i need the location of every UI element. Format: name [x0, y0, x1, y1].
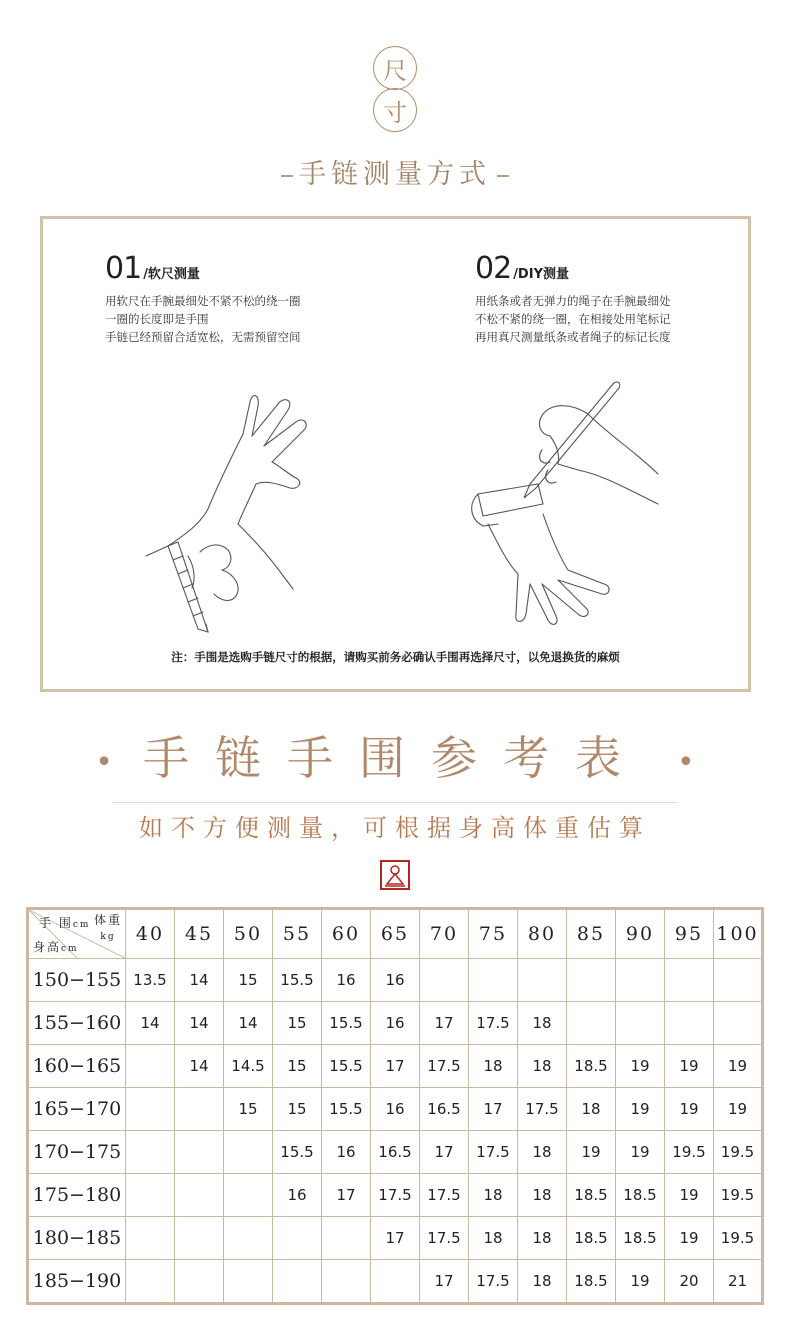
wrist-size-cell: 15.5 [322, 1088, 371, 1131]
wrist-size-cell [175, 1131, 224, 1174]
wrist-size-cell [371, 1260, 420, 1304]
table-row [28, 1088, 763, 1131]
wrist-size-cell: 18 [518, 1174, 567, 1217]
wrist-size-cell: 19 [616, 1260, 665, 1304]
table-row [28, 1131, 763, 1174]
corner-height-text: 身高 [33, 940, 62, 954]
corner-weight-unit: kg [100, 932, 116, 942]
hand-paper-illustration [438, 374, 678, 634]
weight-header-cell: 60 [322, 909, 371, 959]
corner-height-unit: cm [61, 944, 79, 954]
size-reference-table [26, 907, 764, 1305]
method-description [105, 292, 301, 346]
wrist-size-cell: 16 [322, 1131, 371, 1174]
desc-line: 不松不紧的绕一圈，在相接处用笔标记 [475, 312, 671, 326]
wrist-size-cell: 13.5 [126, 959, 175, 1002]
wrist-size-cell [224, 1260, 273, 1304]
title-dash-right [497, 175, 509, 177]
wrist-size-cell: 16 [371, 1002, 420, 1045]
desc-line: 一圈的长度即是手围 [105, 312, 209, 326]
wrist-size-cell: 17 [322, 1174, 371, 1217]
title-dash-left [281, 175, 293, 177]
wrist-size-cell: 16 [371, 1088, 420, 1131]
weight-header-cell: 55 [273, 909, 322, 959]
wrist-size-cell: 16.5 [371, 1131, 420, 1174]
desc-line: 用软尺在手腕最细处不紧不松的绕一圈 [105, 294, 301, 308]
weight-header-cell: 50 [224, 909, 273, 959]
height-range-cell: 185−190 [28, 1260, 126, 1304]
wrist-size-cell [714, 959, 763, 1002]
method-description [475, 292, 671, 346]
wrist-size-cell: 15 [273, 1002, 322, 1045]
wrist-size-cell: 14 [175, 959, 224, 1002]
wrist-size-cell: 16 [322, 959, 371, 1002]
wrist-size-cell [126, 1131, 175, 1174]
wrist-size-cell: 17.5 [518, 1088, 567, 1131]
wrist-size-cell: 19 [714, 1045, 763, 1088]
title-dot-right: • [677, 744, 695, 780]
table-body [28, 959, 763, 1304]
wrist-size-cell: 17 [371, 1045, 420, 1088]
weight-header-cell: 70 [420, 909, 469, 959]
wrist-size-cell: 20 [665, 1260, 714, 1304]
table-row [28, 1260, 763, 1304]
wrist-size-cell: 19.5 [714, 1131, 763, 1174]
wrist-size-cell: 14.5 [224, 1045, 273, 1088]
wrist-size-cell: 17.5 [371, 1174, 420, 1217]
wrist-size-cell: 15.5 [273, 1131, 322, 1174]
wrist-size-cell: 17.5 [420, 1217, 469, 1260]
corner-hand-unit: cm [72, 920, 91, 930]
table-header-row [28, 909, 763, 959]
reference-title [0, 722, 790, 788]
desc-line: 手链已经预留合适宽松，无需预留空间 [105, 330, 301, 344]
table-corner-header [28, 909, 126, 959]
wrist-size-cell: 17 [420, 1131, 469, 1174]
seal-char-cun: 寸 [373, 88, 417, 132]
wrist-size-cell: 18.5 [616, 1174, 665, 1217]
wrist-size-cell: 14 [175, 1045, 224, 1088]
wrist-size-cell [273, 1217, 322, 1260]
wrist-size-cell: 19 [665, 1045, 714, 1088]
wrist-size-cell: 14 [175, 1002, 224, 1045]
hand-tape-illustration [138, 374, 338, 634]
wrist-size-cell: 17 [420, 1260, 469, 1304]
wrist-size-cell: 18 [469, 1217, 518, 1260]
wrist-size-cell: 19 [665, 1088, 714, 1131]
wrist-size-cell: 15.5 [322, 1045, 371, 1088]
height-range-cell: 155−160 [28, 1002, 126, 1045]
wrist-size-cell: 14 [224, 1002, 273, 1045]
measurement-panel [40, 216, 751, 692]
reference-subtitle: 如不方便测量，可根据身高体重估算 [139, 814, 651, 842]
wrist-size-cell: 19 [714, 1088, 763, 1131]
wrist-size-cell: 15 [224, 959, 273, 1002]
wrist-size-cell [175, 1088, 224, 1131]
wrist-size-cell [714, 1002, 763, 1045]
corner-weight-text: 体重 [93, 913, 122, 927]
wrist-size-cell: 18 [518, 1045, 567, 1088]
wrist-size-cell [518, 959, 567, 1002]
section-title [0, 152, 790, 191]
wrist-size-cell [126, 1174, 175, 1217]
wrist-size-cell: 17 [420, 1002, 469, 1045]
wrist-size-cell: 17.5 [420, 1045, 469, 1088]
wrist-size-cell: 18 [518, 1002, 567, 1045]
weight-header-cell: 85 [567, 909, 616, 959]
weight-header-cell: 80 [518, 909, 567, 959]
wrist-size-cell: 17.5 [469, 1131, 518, 1174]
weight-header-cell: 95 [665, 909, 714, 959]
measurement-note: 注：手围是选购手链尺寸的根据，请购买前务必确认手围再选择尺寸，以免退换货的麻烦 [171, 650, 620, 664]
weight-header-cell: 40 [126, 909, 175, 959]
wrist-size-cell [224, 1217, 273, 1260]
wrist-size-cell: 17 [469, 1088, 518, 1131]
wrist-size-cell: 19 [616, 1088, 665, 1131]
wrist-size-cell [126, 1260, 175, 1304]
wrist-size-cell [224, 1131, 273, 1174]
wrist-size-cell: 19.5 [714, 1174, 763, 1217]
wrist-size-cell [420, 959, 469, 1002]
wrist-size-cell: 19.5 [714, 1217, 763, 1260]
wrist-size-cell: 15 [273, 1045, 322, 1088]
height-range-cell: 180−185 [28, 1217, 126, 1260]
seal-stamp-icon [380, 860, 410, 890]
desc-line: 再用真尺测量纸条或者绳子的标记长度 [475, 330, 671, 344]
weight-header-cell: 75 [469, 909, 518, 959]
wrist-size-cell: 19 [616, 1131, 665, 1174]
wrist-size-cell [665, 959, 714, 1002]
wrist-size-cell [126, 1088, 175, 1131]
wrist-size-cell [567, 959, 616, 1002]
wrist-size-cell: 21 [714, 1260, 763, 1304]
wrist-size-cell: 18 [469, 1174, 518, 1217]
wrist-size-cell [175, 1260, 224, 1304]
wrist-size-cell [469, 959, 518, 1002]
wrist-size-cell: 18.5 [567, 1217, 616, 1260]
wrist-size-cell: 18.5 [567, 1174, 616, 1217]
table-row [28, 1002, 763, 1045]
wrist-size-cell: 17.5 [469, 1002, 518, 1045]
height-range-cell: 150−155 [28, 959, 126, 1002]
wrist-size-cell: 16 [273, 1174, 322, 1217]
seal-char-chi: 尺 [373, 46, 417, 90]
desc-line: 用纸条或者无弹力的绳子在手腕最细处 [475, 294, 671, 308]
wrist-size-cell [322, 1260, 371, 1304]
section-title-text: 手链测量方式 [299, 159, 491, 190]
wrist-size-cell: 18 [518, 1260, 567, 1304]
wrist-size-cell: 17 [371, 1217, 420, 1260]
wrist-size-cell [126, 1045, 175, 1088]
weight-header-cell: 90 [616, 909, 665, 959]
wrist-size-cell: 15.5 [322, 1002, 371, 1045]
wrist-size-cell [322, 1217, 371, 1260]
wrist-size-cell [175, 1174, 224, 1217]
wrist-size-cell [567, 1002, 616, 1045]
method-number: 01 [105, 251, 142, 286]
wrist-size-cell [616, 959, 665, 1002]
height-range-cell: 160−165 [28, 1045, 126, 1088]
weight-header-cell: 65 [371, 909, 420, 959]
wrist-size-cell: 16.5 [420, 1088, 469, 1131]
weight-header-cell: 100 [714, 909, 763, 959]
corner-hand-text: 手 围 [39, 916, 73, 930]
wrist-size-cell: 17.5 [469, 1260, 518, 1304]
method-name: /DIY测量 [513, 267, 569, 282]
wrist-size-cell: 18 [518, 1217, 567, 1260]
wrist-size-cell: 19 [616, 1045, 665, 1088]
wrist-size-cell: 17.5 [420, 1174, 469, 1217]
wrist-size-cell: 18 [567, 1088, 616, 1131]
wrist-size-cell: 18 [518, 1131, 567, 1174]
wrist-size-cell: 15 [273, 1088, 322, 1131]
wrist-size-cell: 19 [665, 1217, 714, 1260]
wrist-size-cell: 16 [371, 959, 420, 1002]
height-range-cell: 165−170 [28, 1088, 126, 1131]
table-row [28, 959, 763, 1002]
table-row [28, 1174, 763, 1217]
wrist-size-cell: 15.5 [273, 959, 322, 1002]
wrist-size-cell: 18 [469, 1045, 518, 1088]
reference-title-text: 手链手围参考表 [143, 731, 647, 785]
weight-header-cell: 45 [175, 909, 224, 959]
wrist-size-cell [224, 1174, 273, 1217]
table-row [28, 1045, 763, 1088]
divider [112, 802, 678, 803]
method-number: 02 [475, 251, 512, 286]
wrist-size-cell [616, 1002, 665, 1045]
wrist-size-cell: 15 [224, 1088, 273, 1131]
wrist-size-cell [126, 1217, 175, 1260]
corner-hand-label [39, 914, 90, 931]
wrist-size-cell [175, 1217, 224, 1260]
height-range-cell: 175−180 [28, 1174, 126, 1217]
method-diy [475, 251, 671, 346]
wrist-size-cell [273, 1260, 322, 1304]
wrist-size-cell: 18.5 [567, 1045, 616, 1088]
wrist-size-cell: 18.5 [567, 1260, 616, 1304]
wrist-size-cell: 14 [126, 1002, 175, 1045]
wrist-size-cell: 19.5 [665, 1131, 714, 1174]
table-row [28, 1217, 763, 1260]
height-range-cell: 170−175 [28, 1131, 126, 1174]
wrist-size-cell: 19 [567, 1131, 616, 1174]
corner-height-label [33, 938, 79, 955]
wrist-size-cell [665, 1002, 714, 1045]
wrist-size-cell: 19 [665, 1174, 714, 1217]
corner-weight-label [94, 911, 122, 942]
title-dot-left: • [95, 744, 113, 780]
wrist-size-cell: 18.5 [616, 1217, 665, 1260]
method-name: /软尺测量 [143, 267, 200, 282]
method-soft-tape [105, 251, 301, 346]
